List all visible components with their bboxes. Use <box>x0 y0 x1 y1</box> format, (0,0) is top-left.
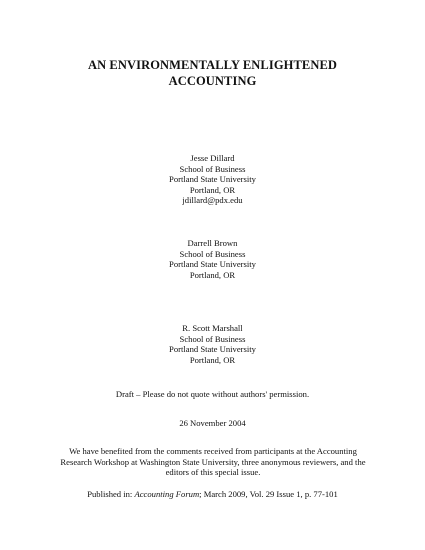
publication-details: ; March 2009, Vol. 29 Issue 1, p. 77-101 <box>199 489 338 499</box>
paper-title-line-2: ACCOUNTING <box>168 74 257 88</box>
author-city: Portland, OR <box>189 269 236 280</box>
author-name: R. Scott Marshall <box>182 323 243 333</box>
author-block-1 <box>0 153 425 206</box>
paper-title-line-1: AN ENVIRONMENTALLY ENLIGHTENED <box>87 58 338 72</box>
author-university: Portland State University <box>169 344 256 355</box>
author-block-2 <box>0 238 425 280</box>
author-city: Portland, OR <box>189 354 236 365</box>
author-school: School of Business <box>179 163 246 174</box>
publication-line <box>0 489 425 500</box>
author-city: Portland, OR <box>189 184 236 195</box>
journal-name: Accounting Forum <box>134 489 200 499</box>
author-university: Portland State University <box>169 174 256 185</box>
author-university: Portland State University <box>169 259 256 270</box>
draft-notice: Draft – Please do not quote without authors' permission. <box>115 389 310 399</box>
acknowledgement: We have benefited from the comments received from participants at the Accounting Research Workshop at Washington State University, three anonymous reviewers, and the editors of this special issue. <box>60 446 366 478</box>
paper-date: 26 November 2004 <box>179 418 246 428</box>
author-block-3 <box>0 323 425 365</box>
publication-prefix: Published in: <box>87 489 135 499</box>
author-school: School of Business <box>179 333 246 344</box>
author-name: Jesse Dillard <box>190 153 235 163</box>
author-email: jdillard@pdx.edu <box>182 195 243 206</box>
author-school: School of Business <box>179 248 246 259</box>
author-name: Darrell Brown <box>187 238 238 248</box>
